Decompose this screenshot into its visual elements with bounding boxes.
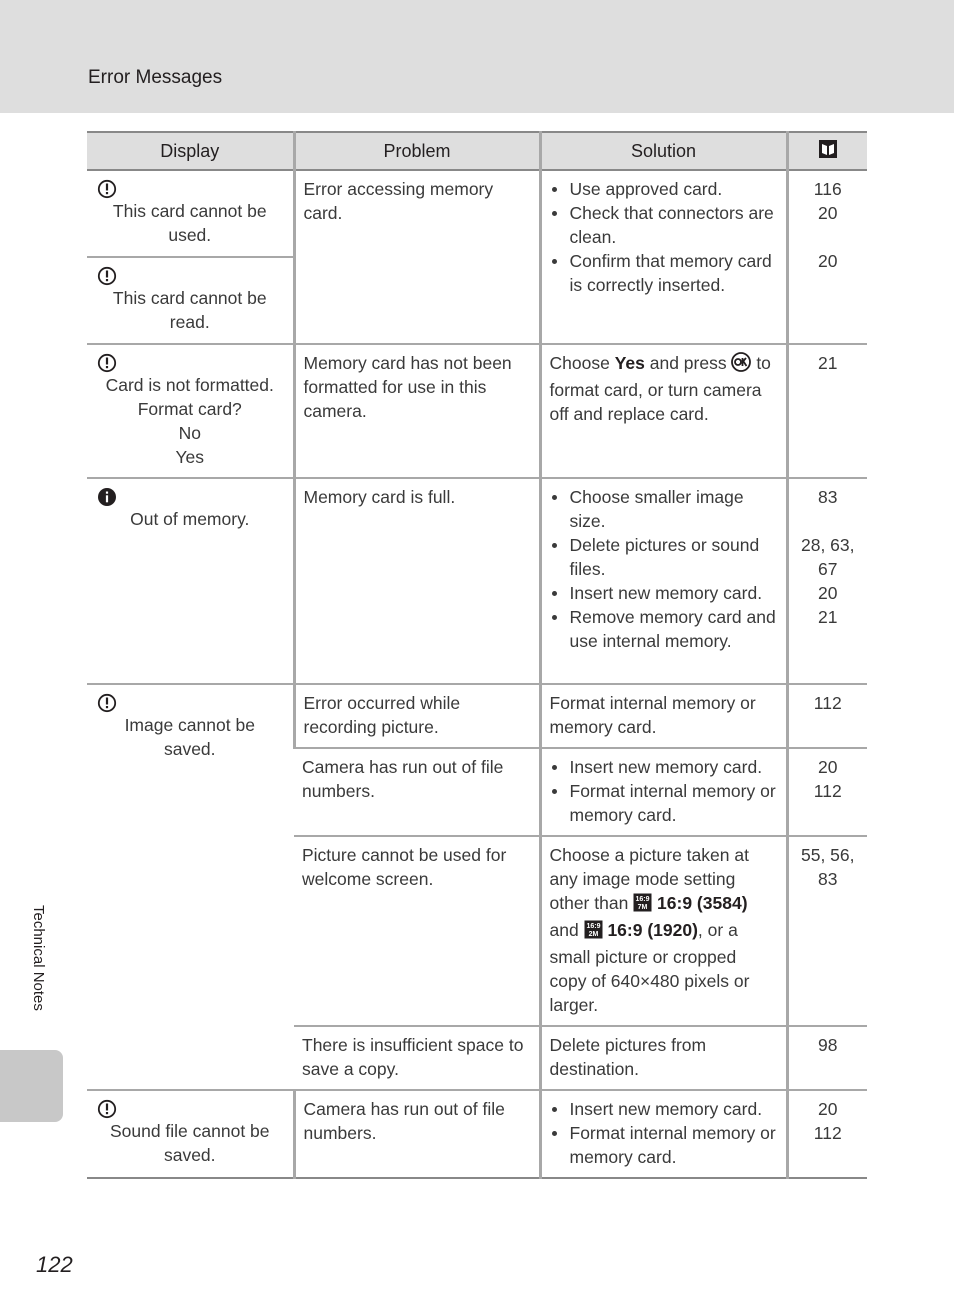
page-ref: 55, 56,: [800, 845, 855, 865]
warning-icon: [97, 179, 117, 199]
problem-cell: There is insufficient space to save a copy.: [294, 1026, 540, 1090]
problem-cell: Error accessing memory card.: [294, 170, 540, 344]
page-ref-cell: [787, 748, 867, 836]
table-row: [87, 684, 867, 748]
display-message-line: Format card?: [137, 399, 242, 419]
page-ref: 83: [818, 487, 838, 507]
problem-cell: Camera has run out of file numbers.: [294, 748, 540, 836]
page-ref-cell: [787, 170, 867, 344]
solution-item: Remove memory card and use internal memory.: [550, 605, 778, 653]
page-ref-cell: [787, 478, 867, 684]
section-title: Error Messages: [88, 67, 223, 88]
solution-cell: Choose Yes and press to format card, or turn camera off and replace card.: [540, 344, 787, 478]
display-cell: [87, 257, 294, 344]
svg-text:16:9: 16:9: [635, 896, 650, 903]
display-message-line: read.: [169, 312, 210, 332]
display-message-line: This card cannot be: [112, 288, 267, 308]
header-band: [0, 0, 954, 113]
page-ref: 20: [818, 203, 838, 223]
display-cell: [87, 344, 294, 478]
page-ref: 112: [813, 781, 842, 801]
side-tab: [0, 1050, 63, 1122]
solution-item: Use approved card.: [550, 177, 778, 201]
page-ref: 20: [818, 251, 838, 271]
image-mode-16-9-icon: [633, 893, 652, 918]
solution-item: Delete pictures or sound files.: [550, 533, 778, 581]
svg-text:16:9: 16:9: [586, 923, 601, 930]
image-mode-16-9-icon: [584, 920, 603, 945]
header-solution: Solution: [540, 132, 787, 170]
warning-icon: [97, 1099, 117, 1119]
solution-item: Format internal memory or memory card.: [550, 779, 778, 827]
display-message-line: Card is not formatted.: [105, 375, 274, 395]
solution-cell: [540, 748, 787, 836]
svg-text:7M: 7M: [637, 904, 648, 911]
display-message-line: No: [178, 423, 201, 443]
header-display: Display: [87, 132, 294, 170]
header-problem: Problem: [294, 132, 540, 170]
page-ref: 67: [818, 559, 838, 579]
page-ref: 116: [813, 179, 842, 199]
table-row: [87, 478, 867, 684]
problem-cell: Camera has run out of file numbers.: [294, 1090, 540, 1178]
solution-item: Format internal memory or memory card.: [550, 1121, 778, 1169]
page-number: 122: [36, 1252, 73, 1277]
page-ref: 20: [818, 757, 838, 777]
problem-cell: Memory card has not been formatted for use in this camera.: [294, 344, 540, 478]
solution-cell: Choose a picture taken at any image mode setting other than 16:9 7M 16:9 (3584) and 16:9 2M 16:9 (1920), or a small picture or cropped copy of 640×480 pixels or larger.: [540, 836, 787, 1026]
side-section-label: Technical Notes: [30, 905, 47, 1011]
error-messages-table: [87, 131, 867, 1179]
table-row: [87, 170, 867, 257]
header-page-ref: [787, 132, 867, 170]
page-ref: 112: [813, 693, 842, 713]
display-cell: [87, 478, 294, 684]
warning-icon: [97, 693, 117, 713]
solution-item: Confirm that memory card is correctly inserted.: [550, 249, 778, 297]
solution-cell: [540, 170, 787, 344]
page-ref: 83: [818, 869, 838, 889]
book-reference-icon: [818, 139, 838, 165]
display-message-line: Image cannot be: [124, 715, 255, 735]
table-header-row: [87, 132, 867, 170]
solution-item: Insert new memory card.: [550, 1097, 778, 1121]
display-message-line: Out of memory.: [130, 509, 250, 529]
display-message-line: saved.: [163, 739, 216, 759]
page-ref: 98: [818, 1035, 838, 1055]
page-ref: 112: [813, 1123, 842, 1143]
page-ref: 20: [818, 1099, 838, 1119]
page-ref: 28, 63,: [800, 535, 855, 555]
table-row: [87, 344, 867, 478]
svg-text:2M: 2M: [588, 931, 598, 938]
warning-icon: [97, 266, 117, 286]
display-cell: [87, 684, 294, 1090]
solution-item: Choose smaller image size.: [550, 485, 778, 533]
solution-bold-text: Yes: [614, 353, 645, 373]
problem-cell: Error occurred while recording picture.: [294, 684, 540, 748]
solution-bold-text: 16:9 (3584): [657, 893, 748, 913]
problem-cell: Memory card is full.: [294, 478, 540, 684]
display-cell: [87, 1090, 294, 1178]
problem-cell: Picture cannot be used for welcome screen.: [294, 836, 540, 1026]
solution-cell: [540, 1090, 787, 1178]
table-row: [87, 1090, 867, 1178]
page-ref-cell: [787, 344, 867, 478]
display-message-line: This card cannot be: [112, 201, 267, 221]
solution-cell: Format internal memory or memory card.: [540, 684, 787, 748]
display-cell: [87, 170, 294, 257]
display-message-line: used.: [168, 225, 212, 245]
ok-button-icon: [731, 352, 751, 378]
display-message-line: Sound file cannot be: [109, 1121, 270, 1141]
solution-item: Insert new memory card.: [550, 581, 778, 605]
solution-item: Insert new memory card.: [550, 755, 778, 779]
page-ref: 21: [818, 607, 838, 627]
solution-cell: Delete pictures from destination.: [540, 1026, 787, 1090]
solution-bold-text: 16:9 (1920): [607, 920, 698, 940]
solution-cell: [540, 478, 787, 684]
page-ref-cell: [787, 684, 867, 748]
info-icon: [97, 487, 117, 507]
display-message-line: Yes: [175, 447, 205, 467]
solution-item: Check that connectors are clean.: [550, 201, 778, 249]
warning-icon: [97, 353, 117, 373]
page-ref-cell: [787, 1090, 867, 1178]
page-ref: 20: [818, 583, 838, 603]
page-ref: 21: [818, 353, 838, 373]
page-ref-cell: [787, 1026, 867, 1090]
page-ref-cell: [787, 836, 867, 1026]
display-message-line: saved.: [163, 1145, 216, 1165]
